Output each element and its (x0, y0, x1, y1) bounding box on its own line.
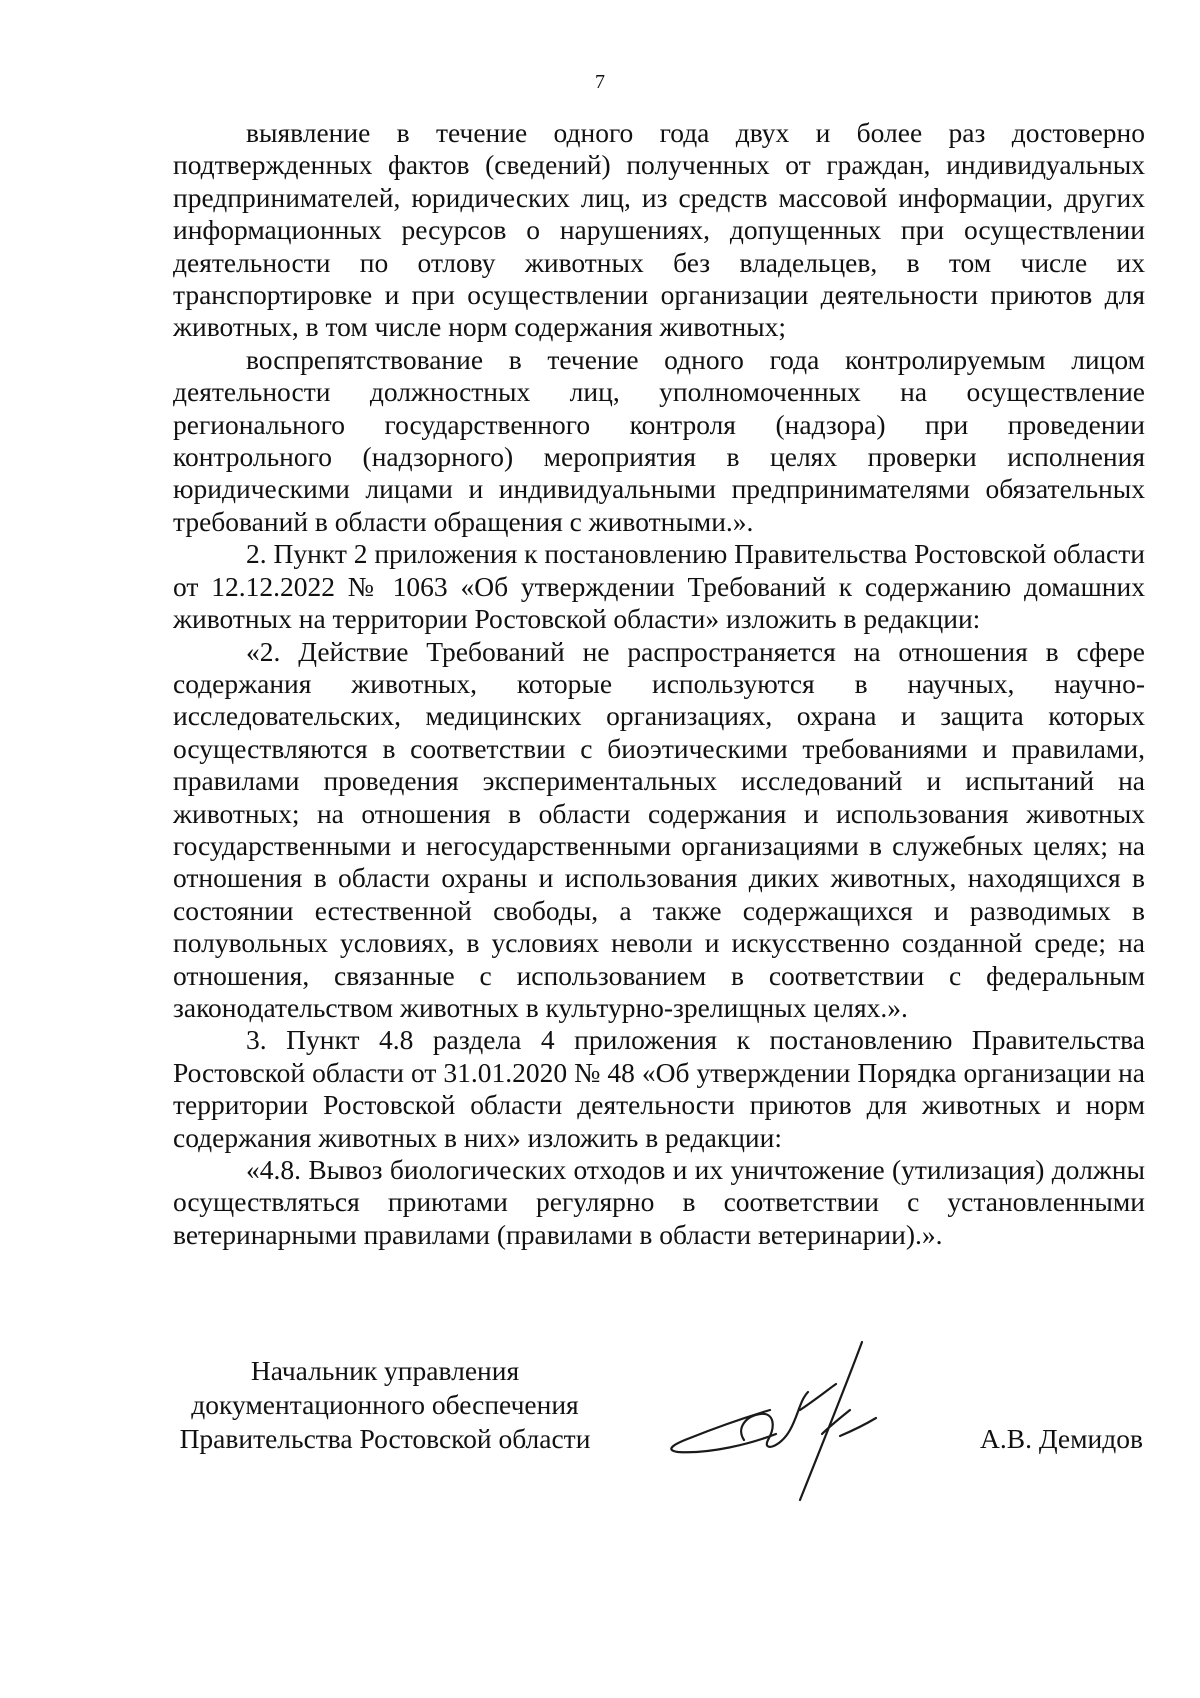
paragraph-item-3: 3. Пункт 4.8 раздела 4 приложения к постановлению Правительства Ростовской области от 31.01.2020 № 48 «Об утверждении Порядка организации на территории Ростовской области деятельности приютов для животных и норм содержания животных в них» изложить в редакции: (173, 1024, 1145, 1153)
signer-position-line: Начальник управления (250, 1355, 520, 1386)
paragraph-item-2-quote: «2. Действие Требований не распространяется на отношения в сфере содержания животных, которые используются в научных, научно-исследовательских, медицинских организациях, охрана и защита которых осуществляются в соответствии с биоэтическими требованиями и правилами, правилами проведения экспериментальных исследований и испытаний на животных; на отношения в области содержания и использования животных государственными и негосударственными организациями в служебных целях; на отношения в области охраны и использования диких животных, находящихся в состоянии естественной свободы, а также содержащихся и разводимых в полувольных условиях, в условиях неволи и искусственно созданной среде; на отношения, связанные с использованием в соответствии с федеральным законодательством животных в культурно-зрелищных целях.». (173, 635, 1145, 1023)
paragraph-obstruction: воспрепятствование в течение одного года контролируемым лицом деятельности должностных лиц, уполномоченных на осуществление регионального государственного контроля (надзора) при проведении контрольного (надзорного) мероприятия в целях проверки исполнения юридическими лицами и индивидуальными предпринимателями обязательных требований в области обращения с животными.». (173, 343, 1145, 537)
signer-position-line: документационного обеспечения (191, 1389, 579, 1420)
document-body (173, 117, 1145, 1251)
paragraph-item-2: 2. Пункт 2 приложения к постановлению Правительства Ростовской области от 12.12.2022 № 1063 «Об утверждении Требований к содержанию домашних животных на территории Ростовской области» изложить в редакции: (173, 538, 1145, 635)
signer-position (150, 1354, 620, 1456)
signer-name: А.В. Демидов (980, 1423, 1143, 1454)
page-number: 7 (595, 71, 605, 93)
handwritten-signature (650, 1340, 950, 1510)
signature-block (0, 1340, 1200, 1510)
paragraph-violations: выявление в течение одного года двух и более раз достоверно подтвержденных фактов (сведений) полученных от граждан, индивидуальных предпринимателей, юридических лиц, из средств массовой информации, других информационных ресурсов о нарушениях, допущенных при осуществлении деятельности по отлову животных без владельцев, в том числе их транспортировке и при осуществлении организации деятельности приютов для животных, в том числе норм содержания животных; (173, 117, 1145, 343)
signer-position-line: Правительства Ростовской области (179, 1423, 591, 1454)
paragraph-item-3-quote: «4.8. Вывоз биологических отходов и их уничтожение (утилизация) должны осуществляться приютами регулярно в соответствии с установленными ветеринарными правилами (правилами в области ветеринарии).». (173, 1154, 1145, 1250)
